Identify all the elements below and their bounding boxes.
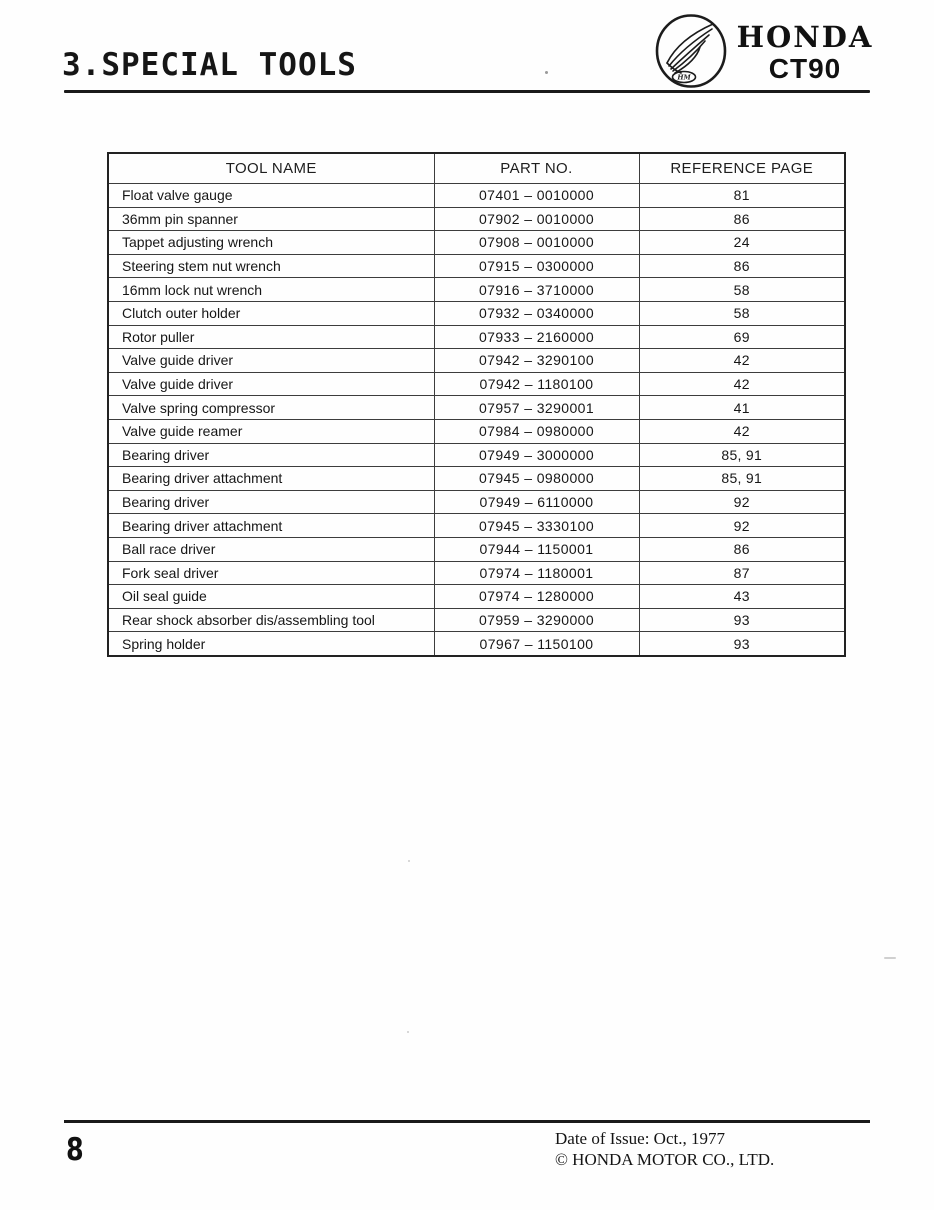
date-of-issue: Date of Issue: Oct., 1977 — [555, 1129, 725, 1148]
reference-page-cell: 41 — [639, 396, 845, 420]
part-no-cell: 07967 – 1150100 — [434, 632, 639, 656]
tool-name-cell: Bearing driver attachment — [108, 514, 434, 538]
part-no-cell: 07942 – 3290100 — [434, 349, 639, 373]
tool-name-cell: Tappet adjusting wrench — [108, 231, 434, 255]
footer-imprint — [555, 1128, 875, 1170]
tool-name-cell: Ball race driver — [108, 537, 434, 561]
tool-name-cell: Spring holder — [108, 632, 434, 656]
page-number: 8 — [66, 1132, 84, 1168]
part-no-cell: 07945 – 3330100 — [434, 514, 639, 538]
table-row — [108, 632, 845, 656]
reference-page-cell: 86 — [639, 207, 845, 231]
reference-page-cell: 24 — [639, 231, 845, 255]
tool-name-cell: Rotor puller — [108, 325, 434, 349]
tool-name-cell: 16mm lock nut wrench — [108, 278, 434, 302]
part-no-cell: 07945 – 0980000 — [434, 467, 639, 491]
part-no-cell: 07916 – 3710000 — [434, 278, 639, 302]
reference-page-cell: 43 — [639, 585, 845, 609]
reference-page-cell: 58 — [639, 301, 845, 325]
table-row — [108, 419, 845, 443]
tool-name-cell: Bearing driver attachment — [108, 467, 434, 491]
part-no-cell: 07974 – 1280000 — [434, 585, 639, 609]
table-row — [108, 301, 845, 325]
reference-page-cell: 42 — [639, 419, 845, 443]
honda-wing-icon — [654, 13, 728, 94]
copyright-notice: © HONDA MOTOR CO., LTD. — [555, 1150, 775, 1169]
tool-name-cell: Clutch outer holder — [108, 301, 434, 325]
part-no-cell: 07401 – 0010000 — [434, 184, 639, 208]
table-header — [108, 153, 845, 184]
part-no-cell: 07942 – 1180100 — [434, 372, 639, 396]
tool-name-cell: Fork seal driver — [108, 561, 434, 585]
tool-name-cell: Rear shock absorber dis/assembling tool — [108, 608, 434, 632]
table-row — [108, 396, 845, 420]
part-no-cell: 07984 – 0980000 — [434, 419, 639, 443]
table-body — [108, 184, 845, 656]
scan-speck — [884, 957, 896, 959]
table-row — [108, 490, 845, 514]
brand-model: CT90 — [768, 53, 842, 84]
part-no-cell: 07959 – 3290000 — [434, 608, 639, 632]
table-row — [108, 372, 845, 396]
table-row — [108, 254, 845, 278]
part-no-column-header: PART NO. — [434, 153, 639, 184]
table-row — [108, 514, 845, 538]
table-row — [108, 325, 845, 349]
table-row — [108, 443, 845, 467]
part-no-cell: 07957 – 3290001 — [434, 396, 639, 420]
special-tools-table — [107, 152, 846, 657]
page-title: 3.SPECIAL TOOLS — [62, 47, 357, 83]
brand-name: HONDA — [736, 20, 874, 54]
table-row — [108, 585, 845, 609]
part-no-cell: 07902 – 0010000 — [434, 207, 639, 231]
reference-page-cell: 93 — [639, 608, 845, 632]
tool-name-column-header: TOOL NAME — [108, 153, 434, 184]
part-no-cell: 07915 – 0300000 — [434, 254, 639, 278]
tool-name-cell: Valve spring compressor — [108, 396, 434, 420]
part-no-cell: 07932 – 0340000 — [434, 301, 639, 325]
reference-page-cell: 69 — [639, 325, 845, 349]
tool-name-cell: Float valve gauge — [108, 184, 434, 208]
tool-name-cell: Bearing driver — [108, 443, 434, 467]
tool-name-cell: 36mm pin spanner — [108, 207, 434, 231]
reference-page-cell: 87 — [639, 561, 845, 585]
part-no-cell: 07933 – 2160000 — [434, 325, 639, 349]
tool-name-cell: Valve guide reamer — [108, 419, 434, 443]
reference-page-cell: 42 — [639, 372, 845, 396]
part-no-cell: 07949 – 6110000 — [434, 490, 639, 514]
table-row — [108, 608, 845, 632]
table-row — [108, 349, 845, 373]
reference-page-cell: 86 — [639, 254, 845, 278]
tool-name-cell: Bearing driver — [108, 490, 434, 514]
reference-page-cell: 86 — [639, 537, 845, 561]
table-row — [108, 278, 845, 302]
scan-speck — [408, 860, 410, 862]
reference-page-cell: 81 — [639, 184, 845, 208]
part-no-cell: 07949 – 3000000 — [434, 443, 639, 467]
reference-page-column-header: REFERENCE PAGE — [639, 153, 845, 184]
honda-logo — [654, 11, 874, 89]
header-rule — [64, 90, 870, 93]
reference-page-cell: 92 — [639, 514, 845, 538]
tool-name-cell: Valve guide driver — [108, 372, 434, 396]
table-row — [108, 561, 845, 585]
tool-name-cell: Steering stem nut wrench — [108, 254, 434, 278]
part-no-cell: 07908 – 0010000 — [434, 231, 639, 255]
scan-speck — [545, 71, 548, 74]
tool-name-cell: Valve guide driver — [108, 349, 434, 373]
scan-speck — [407, 1031, 409, 1033]
table-row — [108, 537, 845, 561]
table-header-row — [108, 153, 845, 184]
reference-page-cell: 58 — [639, 278, 845, 302]
part-no-cell: 07944 – 1150001 — [434, 537, 639, 561]
reference-page-cell: 42 — [639, 349, 845, 373]
table-row — [108, 207, 845, 231]
footer-rule — [64, 1120, 870, 1123]
part-no-cell: 07974 – 1180001 — [434, 561, 639, 585]
reference-page-cell: 93 — [639, 632, 845, 656]
reference-page-cell: 85, 91 — [639, 443, 845, 467]
tool-name-cell: Oil seal guide — [108, 585, 434, 609]
reference-page-cell: 92 — [639, 490, 845, 514]
svg-text:HM: HM — [677, 73, 691, 82]
table-row — [108, 467, 845, 491]
table-row — [108, 231, 845, 255]
reference-page-cell: 85, 91 — [639, 467, 845, 491]
table-row — [108, 184, 845, 208]
